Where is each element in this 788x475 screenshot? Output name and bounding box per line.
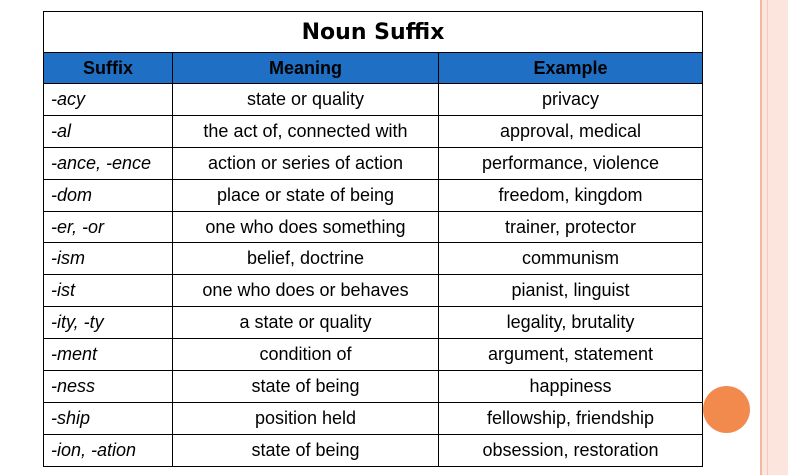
meaning-cell: state of being xyxy=(173,371,439,403)
example-cell: legality, brutality xyxy=(439,307,703,339)
example-cell: pianist, linguist xyxy=(439,275,703,307)
meaning-cell: the act of, connected with xyxy=(173,115,439,147)
noun-suffix-table xyxy=(43,11,703,467)
header-example: Example xyxy=(439,53,703,84)
suffix-cell: -ion, -ation xyxy=(44,434,173,466)
suffix-cell: -ness xyxy=(44,371,173,403)
table-row xyxy=(44,339,703,371)
header-suffix: Suffix xyxy=(44,53,173,84)
suffix-cell: -er, -or xyxy=(44,211,173,243)
example-cell: performance, violence xyxy=(439,147,703,179)
meaning-cell: place or state of being xyxy=(173,179,439,211)
suffix-cell: -ment xyxy=(44,339,173,371)
example-cell: communism xyxy=(439,243,703,275)
example-cell: obsession, restoration xyxy=(439,434,703,466)
title-row xyxy=(44,12,703,53)
table-row xyxy=(44,115,703,147)
meaning-cell: state or quality xyxy=(173,84,439,116)
example-cell: fellowship, friendship xyxy=(439,402,703,434)
meaning-cell: belief, doctrine xyxy=(173,243,439,275)
table-row xyxy=(44,147,703,179)
header-meaning: Meaning xyxy=(173,53,439,84)
meaning-cell: position held xyxy=(173,402,439,434)
table-row xyxy=(44,434,703,466)
suffix-cell: -ism xyxy=(44,243,173,275)
table-row xyxy=(44,275,703,307)
table-title: Noun Suffix xyxy=(44,12,703,53)
table-row xyxy=(44,402,703,434)
meaning-cell: one who does something xyxy=(173,211,439,243)
example-cell: approval, medical xyxy=(439,115,703,147)
example-cell: trainer, protector xyxy=(439,211,703,243)
meaning-cell: a state or quality xyxy=(173,307,439,339)
meaning-cell: action or series of action xyxy=(173,147,439,179)
orange-circle-decoration xyxy=(703,386,750,433)
meaning-cell: state of being xyxy=(173,434,439,466)
table-row xyxy=(44,243,703,275)
table-row xyxy=(44,371,703,403)
suffix-cell: -acy xyxy=(44,84,173,116)
suffix-cell: -dom xyxy=(44,179,173,211)
suffix-cell: -ist xyxy=(44,275,173,307)
suffix-cell: -ance, -ence xyxy=(44,147,173,179)
side-border-line-inner xyxy=(767,0,768,475)
meaning-cell: one who does or behaves xyxy=(173,275,439,307)
example-cell: argument, statement xyxy=(439,339,703,371)
example-cell: happiness xyxy=(439,371,703,403)
suffix-cell: -al xyxy=(44,115,173,147)
table-row xyxy=(44,211,703,243)
example-cell: freedom, kingdom xyxy=(439,179,703,211)
suffix-cell: -ity, -ty xyxy=(44,307,173,339)
table-row xyxy=(44,179,703,211)
example-cell: privacy xyxy=(439,84,703,116)
side-decor-band xyxy=(762,0,788,475)
table-row xyxy=(44,84,703,116)
table-row xyxy=(44,307,703,339)
suffix-cell: -ship xyxy=(44,402,173,434)
meaning-cell: condition of xyxy=(173,339,439,371)
header-row xyxy=(44,53,703,84)
